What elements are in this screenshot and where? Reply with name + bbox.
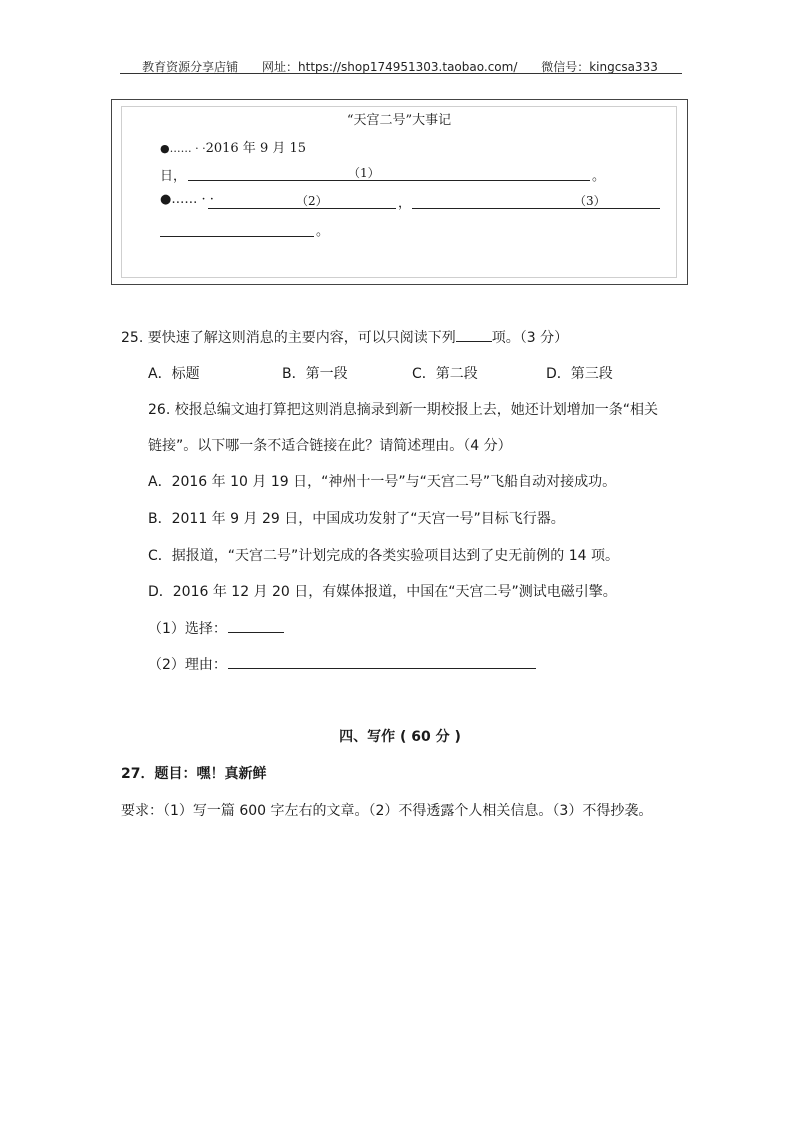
blank-2-label: （2）: [296, 194, 328, 208]
blank-3-line-cont[interactable]: [160, 220, 314, 237]
q25-after: 项。（3 分）: [491, 330, 569, 346]
q26-line-2: 链接”。以下哪一条不适合链接在此？请简述理由。（4 分）: [148, 438, 512, 454]
blank-1-label: （1）: [348, 166, 380, 180]
blank-3-line[interactable]: [412, 192, 660, 209]
item1-date: 2016 年 9 月 15: [205, 141, 307, 156]
bullet-2: ●…… · ·: [160, 192, 214, 207]
q26-choice-blank[interactable]: [228, 617, 284, 633]
blank-1-period: 。: [592, 169, 606, 184]
chronicle-title: “天宫二号”大事记: [346, 113, 452, 128]
q27-requirements: 要求：（1）写一篇 600 字左右的文章。（2）不得透露个人相关信息。（3）不得抄袭。: [121, 803, 653, 819]
q25-option-d: D．第三段: [546, 366, 613, 382]
url-text: 网址：https://shop174951303.taobao.com/: [262, 60, 518, 74]
item1-day: 日，: [160, 169, 187, 184]
q27-title: 27．题目：嘿！真新鲜: [121, 766, 267, 782]
q26-option-a: A．2016 年 10 月 19 日，“神州十一号”与“天宫二号”飞船自动对接成功。: [148, 474, 617, 490]
q26-option-c: C．据报道，“天宫二号”计划完成的各类实验项目达到了史无前例的 14 项。: [148, 548, 619, 564]
header-divider: [120, 73, 682, 74]
q25-blank[interactable]: [456, 327, 492, 342]
q25-option-c: C．第二段: [412, 366, 478, 382]
q25-text: 25. 要快速了解这则消息的主要内容，可以只阅读下列: [121, 330, 456, 346]
blank-3-period: 。: [316, 224, 330, 239]
bullet-1: ●…… · ·: [160, 142, 206, 155]
question-25: [121, 327, 568, 347]
wechat-text: 微信号：kingcsa333: [541, 60, 658, 74]
q25-option-a: A．标题: [148, 366, 200, 382]
q26-reason-blank[interactable]: [228, 653, 536, 669]
chronicle-item-1: [160, 137, 306, 156]
blank-3-label: （3）: [574, 194, 606, 208]
q26-option-d: D．2016 年 12 月 20 日，有媒体报道，中国在“天宫二号”测试电磁引擎。: [148, 584, 617, 600]
section-4-heading: 四、写作 ( 60 分 ): [339, 729, 461, 745]
q26-answer-choice-label: （1）选择：: [148, 621, 227, 637]
q26-answer-reason-label: （2）理由：: [148, 657, 227, 673]
q25-option-b: B．第一段: [282, 366, 348, 382]
shop-name: 教育资源分享店铺: [142, 60, 239, 74]
q26-option-b: B．2011 年 9 月 29 日，中国成功发射了“天宫一号”目标飞行器。: [148, 511, 565, 527]
blank-2-comma: ，: [398, 196, 412, 211]
blank-1-line[interactable]: [188, 164, 590, 181]
q26-line-1: 26. 校报总编文迪打算把这则消息摘录到新一期校报上去，她还计划增加一条“相关: [148, 402, 658, 418]
